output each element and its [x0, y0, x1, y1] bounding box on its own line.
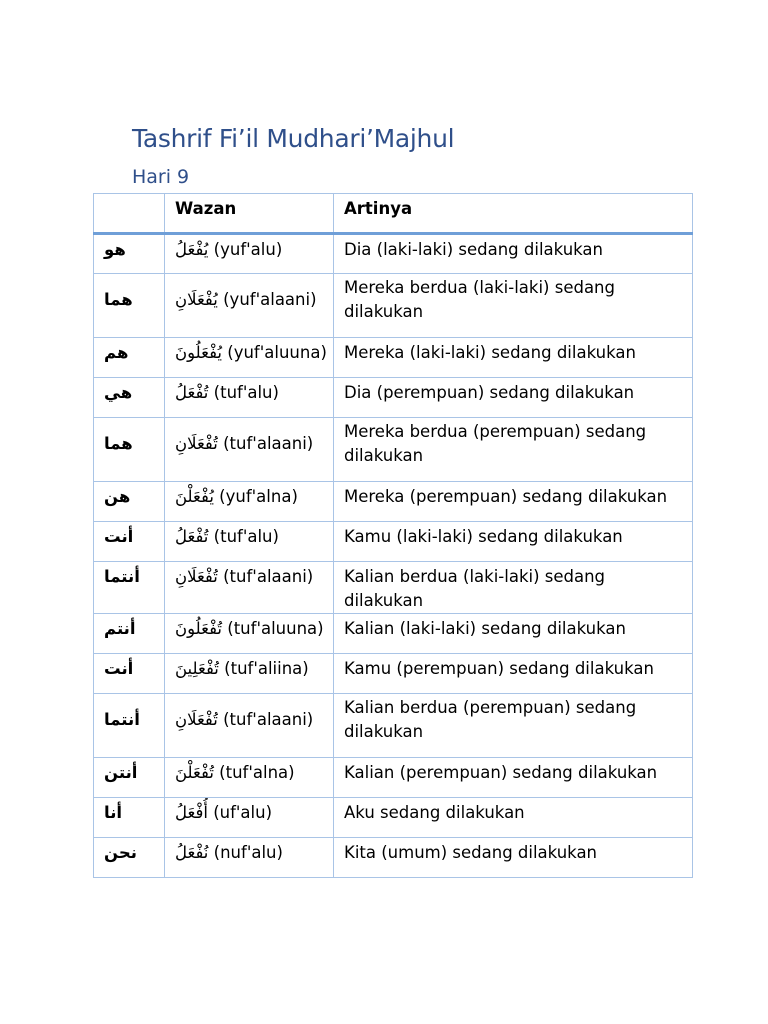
meaning-cell: Dia (perempuan) sedang dilakukan — [334, 378, 693, 418]
meaning-cell: Mereka (laki-laki) sedang dilakukan — [334, 338, 693, 378]
wazan-translit: (tuf'alaani) — [223, 434, 314, 453]
wazan-cell — [165, 234, 334, 274]
wazan-arabic: تُفْعَلْنَ — [175, 763, 214, 782]
pronoun-cell — [94, 838, 165, 878]
wazan-arabic: تُفْعَلَانِ — [175, 710, 218, 729]
wazan-translit: (tuf'aluuna) — [227, 619, 324, 638]
meaning-cell: Mereka (perempuan) sedang dilakukan — [334, 482, 693, 522]
pronoun-cell — [94, 694, 165, 758]
table-row — [94, 522, 693, 562]
header-wazan: Wazan — [165, 194, 334, 234]
wazan-translit: (tuf'aliina) — [224, 659, 309, 678]
wazan-translit: (tuf'alu) — [213, 527, 279, 546]
pronoun-text: هن — [104, 487, 131, 506]
pronoun-text: أنت — [104, 659, 134, 678]
wazan-arabic: أُفْعَلُ — [175, 803, 208, 822]
pronoun-text: أنتما — [104, 567, 140, 586]
document-title: Tashrif Fi’il Mudhari’Majhul — [132, 124, 455, 153]
pronoun-cell — [94, 338, 165, 378]
wazan-cell — [165, 562, 334, 614]
pronoun-cell — [94, 654, 165, 694]
pronoun-cell — [94, 614, 165, 654]
pronoun-text: أنتن — [104, 763, 138, 782]
wazan-cell — [165, 614, 334, 654]
table-row — [94, 418, 693, 482]
wazan-cell — [165, 378, 334, 418]
pronoun-cell — [94, 482, 165, 522]
pronoun-cell — [94, 522, 165, 562]
wazan-cell — [165, 522, 334, 562]
wazan-arabic: يُفْعَلُونَ — [175, 343, 223, 362]
table-row — [94, 338, 693, 378]
table-header-row — [94, 194, 693, 234]
wazan-arabic: تُفْعَلُونَ — [175, 619, 223, 638]
wazan-cell — [165, 694, 334, 758]
wazan-translit: (tuf'alna) — [219, 763, 295, 782]
pronoun-cell — [94, 378, 165, 418]
meaning-cell: Kalian berdua (perempuan) sedang dilakukan — [334, 694, 693, 758]
pronoun-text: هما — [104, 290, 133, 309]
wazan-cell — [165, 838, 334, 878]
table-row — [94, 798, 693, 838]
wazan-translit: (yuf'aluuna) — [227, 343, 327, 362]
meaning-cell: Kamu (perempuan) sedang dilakukan — [334, 654, 693, 694]
document-subtitle: Hari 9 — [132, 166, 190, 188]
wazan-cell — [165, 338, 334, 378]
table-row — [94, 562, 693, 614]
wazan-cell — [165, 798, 334, 838]
wazan-translit: (nuf'alu) — [213, 843, 283, 862]
wazan-translit: (tuf'alu) — [213, 383, 279, 402]
table-row — [94, 234, 693, 274]
wazan-translit: (uf'alu) — [213, 803, 273, 822]
wazan-arabic: يُفْعَلُ — [175, 240, 209, 259]
pronoun-cell — [94, 234, 165, 274]
wazan-arabic: يُفْعَلَانِ — [175, 290, 218, 309]
pronoun-text: أنتما — [104, 710, 140, 729]
wazan-cell — [165, 482, 334, 522]
table-row — [94, 482, 693, 522]
pronoun-text: هي — [104, 383, 133, 402]
tashrif-table — [93, 193, 693, 878]
wazan-translit: (tuf'alaani) — [223, 710, 314, 729]
meaning-cell: Kalian berdua (laki-laki) sedang dilakukan — [334, 562, 693, 614]
header-artinya: Artinya — [334, 194, 693, 234]
table-row — [94, 274, 693, 338]
pronoun-cell — [94, 274, 165, 338]
table-row — [94, 694, 693, 758]
meaning-cell: Dia (laki-laki) sedang dilakukan — [334, 234, 693, 274]
wazan-arabic: يُفْعَلْنَ — [175, 487, 214, 506]
wazan-cell — [165, 418, 334, 482]
pronoun-text: هما — [104, 434, 133, 453]
pronoun-text: نحن — [104, 843, 137, 862]
wazan-translit: (yuf'alaani) — [223, 290, 317, 309]
pronoun-cell — [94, 562, 165, 614]
meaning-cell: Kalian (perempuan) sedang dilakukan — [334, 758, 693, 798]
table-body — [94, 234, 693, 878]
meaning-cell: Kita (umum) sedang dilakukan — [334, 838, 693, 878]
pronoun-text: أنتم — [104, 619, 136, 638]
pronoun-cell — [94, 798, 165, 838]
table-row — [94, 758, 693, 798]
table-row — [94, 654, 693, 694]
wazan-translit: (tuf'alaani) — [223, 567, 314, 586]
wazan-arabic: تُفْعَلَانِ — [175, 567, 218, 586]
wazan-arabic: تُفْعَلِينَ — [175, 659, 219, 678]
wazan-arabic: تُفْعَلَانِ — [175, 434, 218, 453]
meaning-cell: Mereka berdua (perempuan) sedang dilakukan — [334, 418, 693, 482]
meaning-cell: Mereka berdua (laki-laki) sedang dilakukan — [334, 274, 693, 338]
pronoun-text: أنا — [104, 803, 123, 822]
meaning-cell: Kalian (laki-laki) sedang dilakukan — [334, 614, 693, 654]
pronoun-cell — [94, 758, 165, 798]
pronoun-text: هو — [104, 240, 126, 259]
wazan-cell — [165, 654, 334, 694]
wazan-cell — [165, 274, 334, 338]
wazan-arabic: نُفْعَلُ — [175, 843, 209, 862]
header-pronoun — [94, 194, 165, 234]
pronoun-text: أنت — [104, 527, 134, 546]
wazan-arabic: تُفْعَلُ — [175, 383, 209, 402]
table-row — [94, 614, 693, 654]
meaning-cell: Aku sedang dilakukan — [334, 798, 693, 838]
table-row — [94, 838, 693, 878]
wazan-translit: (yuf'alu) — [213, 240, 283, 259]
wazan-translit: (yuf'alna) — [219, 487, 298, 506]
wazan-arabic: تُفْعَلُ — [175, 527, 209, 546]
wazan-cell — [165, 758, 334, 798]
meaning-cell: Kamu (laki-laki) sedang dilakukan — [334, 522, 693, 562]
pronoun-cell — [94, 418, 165, 482]
pronoun-text: هم — [104, 343, 129, 362]
table-row — [94, 378, 693, 418]
